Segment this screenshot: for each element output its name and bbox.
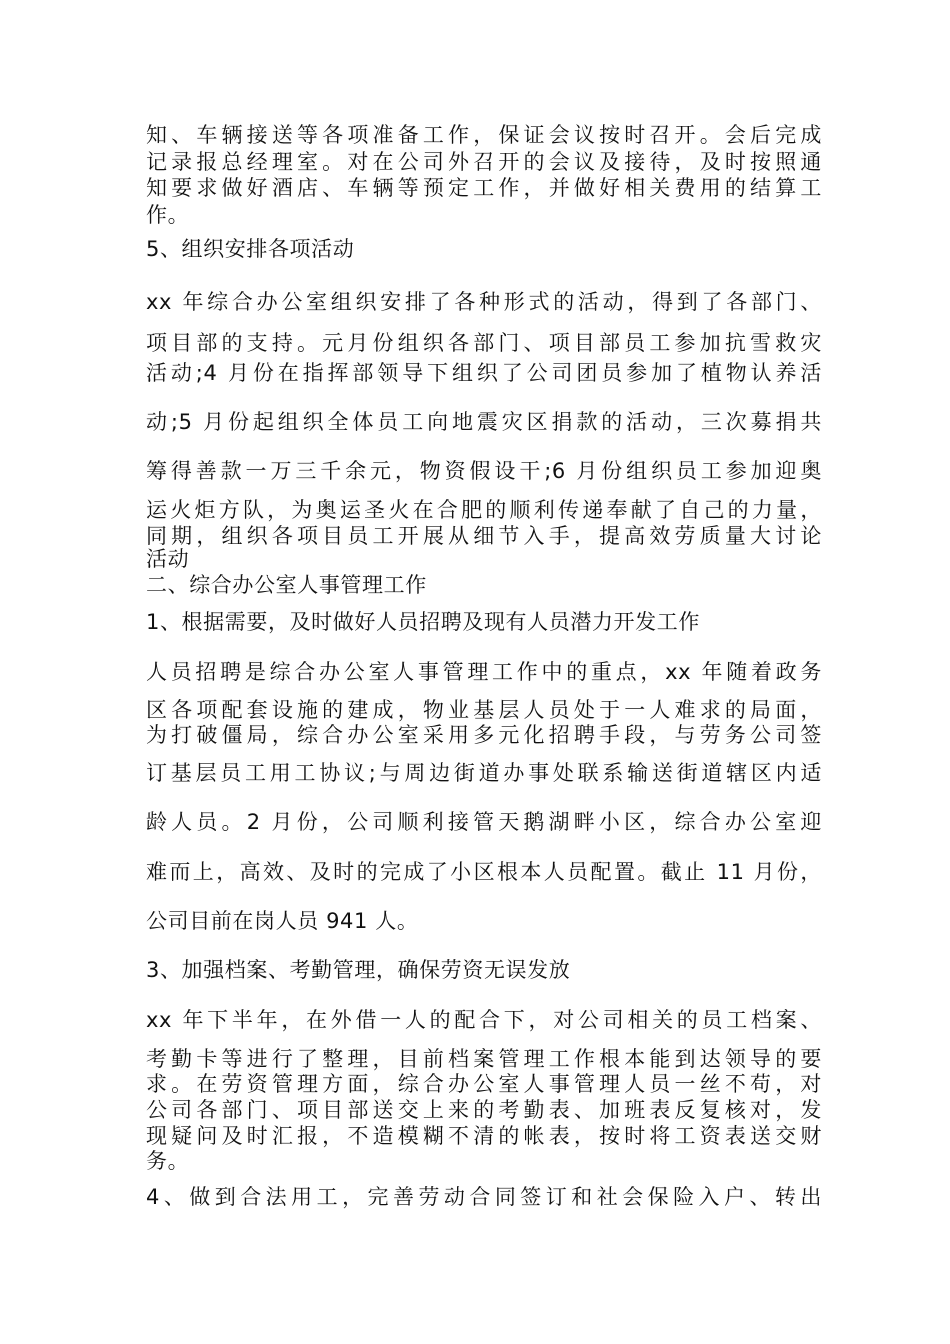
text-line: 知、车辆接送等各项准备工作，保证会议按时召开。会后完成 [146, 123, 822, 147]
text-line: 订基层员工用工协议;与周边街道办事处联系输送街道辖区内适 [146, 761, 822, 785]
text-line: 筹得善款一万三千余元，物资假设干;6 月份组织员工参加迎奥 [146, 459, 822, 483]
text-line: 运火炬方队，为奥运圣火在合肥的顺利传递奉献了自己的力量， [146, 498, 822, 522]
text-line: 龄人员。2 月份，公司顺利接管天鹅湖畔小区，综合办公室迎 [146, 810, 822, 834]
text-line: 公司各部门、项目部送交上来的考勤表、加班表反复核对，发 [146, 1098, 822, 1122]
section-heading: 1、根据需要，及时做好人员招聘及现有人员潜力开发工作 [146, 610, 700, 634]
text-line: 项目部的支持。元月份组织各部门、项目部员工参加抗雪救灾 [146, 331, 822, 355]
text-line: 考勤卡等进行了整理，目前档案管理工作根本能到达领导的要 [146, 1047, 822, 1071]
text-line: 记录报总经理室。对在公司外召开的会议及接待，及时按照通 [146, 150, 822, 174]
text-line: 活动 [146, 547, 190, 571]
text-line: xx 年综合办公室组织安排了各种形式的活动，得到了各部门、 [146, 290, 822, 314]
text-line: 同期，组织各项目员工开展从细节入手，提高效劳质量大讨论 [146, 524, 822, 548]
section-heading: 3、加强档案、考勤管理，确保劳资无误发放 [146, 958, 571, 982]
text-line: 作。 [146, 203, 190, 227]
text-line: 务。 [146, 1149, 190, 1173]
section-heading: 4、做到合法用工，完善劳动合同签订和社会保险入户、转出 [146, 1185, 822, 1209]
text-line: 人员招聘是综合办公室人事管理工作中的重点，xx 年随着政务 [146, 660, 822, 684]
text-line: 动;5 月份起组织全体员工向地震灾区捐款的活动，三次募捐共 [146, 410, 822, 434]
text-line: 求。在劳资管理方面，综合办公室人事管理人员一丝不苟，对 [146, 1072, 822, 1096]
text-line: 公司目前在岗人员 941 人。 [146, 909, 419, 933]
text-line: 活动;4 月份在指挥部领导下组织了公司团员参加了植物认养活 [146, 361, 822, 385]
text-line: xx 年下半年，在外借一人的配合下，对公司相关的员工档案、 [146, 1008, 822, 1032]
text-line: 难而上，高效、及时的完成了小区根本人员配置。截止 11 月份， [146, 860, 822, 884]
text-line: 为打破僵局，综合办公室采用多元化招聘手段，与劳务公司签 [146, 723, 822, 747]
section-heading: 二、综合办公室人事管理工作 [146, 573, 427, 597]
text-line: 知要求做好酒店、车辆等预定工作，并做好相关费用的结算工 [146, 176, 822, 200]
text-line: 现疑问及时汇报，不造模糊不清的帐表，按时将工资表送交财 [146, 1124, 822, 1148]
section-heading: 5、组织安排各项活动 [146, 237, 355, 261]
text-line: 区各项配套设施的建成，物业基层人员处于一人难求的局面， [146, 698, 822, 722]
